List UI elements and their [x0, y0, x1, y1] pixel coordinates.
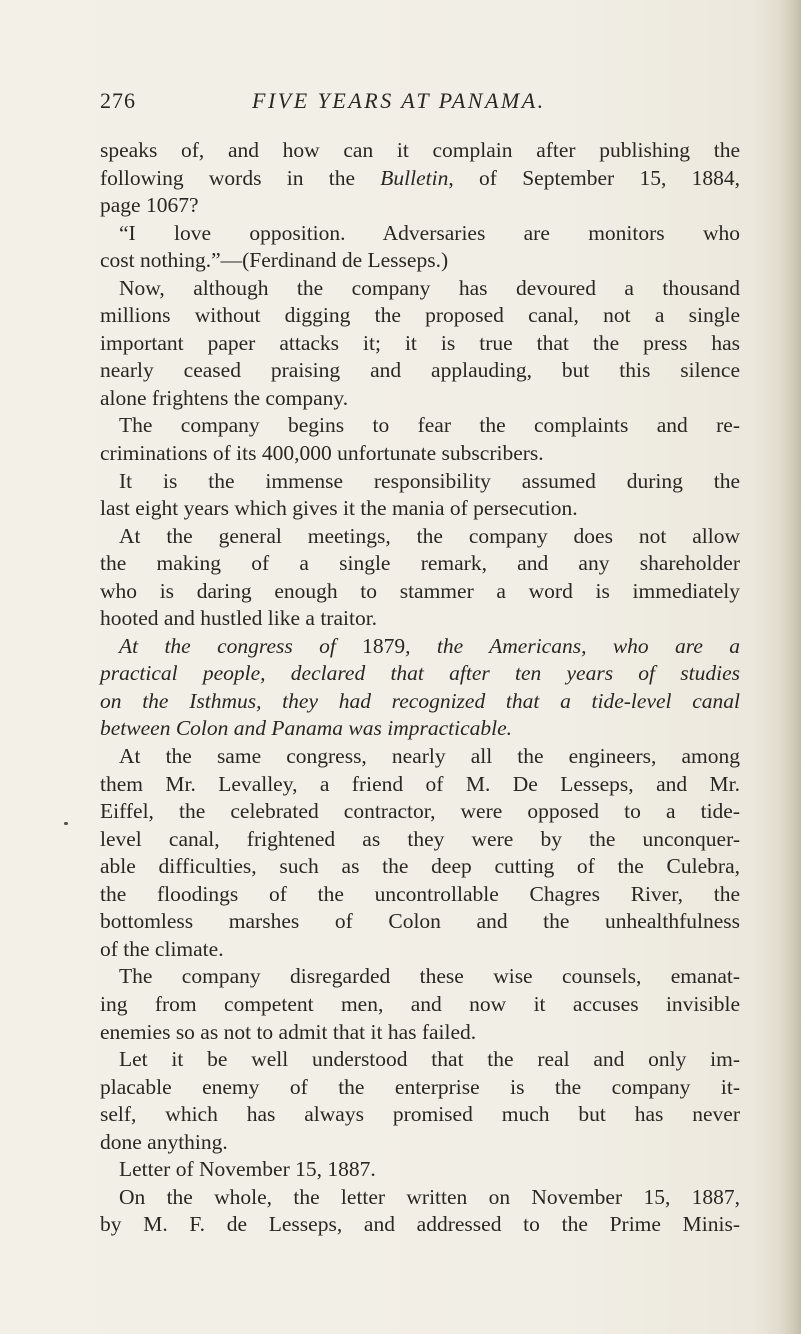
text-line: following words in the Bulletin, of September 15, 1884, — [100, 165, 740, 190]
text-line: It is the immense responsibility assumed during the — [119, 468, 740, 493]
margin-mark — [64, 822, 68, 825]
text-line: the floodings of the uncontrollable Chagres River, the — [100, 881, 740, 906]
text-line: on the Isthmus, they had recognized that a tide-level canal — [100, 688, 740, 713]
text-line: done anything. — [100, 1129, 228, 1154]
running-head — [100, 88, 740, 122]
text-line: able difficulties, such as the deep cutting of the Culebra, — [100, 854, 740, 879]
text-line: The company begins to fear the complaints and re- — [119, 413, 740, 438]
text-line: important paper attacks it; it is true that the press has — [100, 330, 740, 355]
text-line: alone frightens the company. — [100, 385, 349, 410]
text-line: On the whole, the letter written on November 15, 1887, — [119, 1184, 740, 1209]
text-line: millions without digging the proposed canal, not a single — [100, 303, 740, 328]
page-edge-shadow — [779, 0, 801, 1334]
text-line: last eight years which gives it the mania of persecution. — [100, 496, 578, 521]
text-line: criminations of its 400,000 unfortunate subscribers. — [100, 441, 544, 466]
text-line: hooted and hustled like a traitor. — [100, 606, 378, 631]
text-line: who is daring enough to stammer a word is immediately — [100, 578, 740, 603]
page-number: 276 — [100, 88, 136, 113]
text-line: At the congress of 1879, the Americans, who are a — [119, 633, 740, 658]
text-line: speaks of, and how can it complain after publishing the — [100, 138, 740, 162]
text-line: placable enemy of the enterprise is the company it- — [100, 1074, 740, 1099]
text-line: them Mr. Levalley, a friend of M. De Lesseps, and Mr. — [100, 771, 740, 796]
text-line: practical people, declared that after ten years of studies — [100, 661, 740, 686]
text-line: Let it be well understood that the real and only im- — [119, 1047, 740, 1072]
text-line: page 1067? — [100, 193, 199, 218]
text-line: At the general meetings, the company does not allow — [119, 523, 740, 548]
text-line: Now, although the company has devoured a thousand — [119, 275, 740, 300]
text-line: enemies so as not to admit that it has failed. — [100, 1019, 477, 1044]
text-line: “I love opposition. Adversaries are monitors who — [119, 220, 740, 245]
text-line: the making of a single remark, and any shareholder — [100, 551, 740, 576]
text-line: At the same congress, nearly all the engineers, among — [119, 744, 740, 769]
text-line: by M. F. de Lesseps, and addressed to the Prime Minis- — [100, 1212, 740, 1237]
text-line: Eiffel, the celebrated contractor, were opposed to a tide- — [100, 799, 740, 824]
text-line: of the climate. — [100, 936, 224, 961]
body-text — [100, 137, 740, 1239]
text-line: cost nothing.”—(Ferdinand de Lesseps.) — [100, 248, 449, 273]
running-title: FIVE YEARS AT PANAMA. — [252, 88, 546, 113]
text-line: The company disregarded these wise counsels, emanat- — [119, 964, 740, 989]
text-line: self, which has always promised much but has never — [100, 1102, 740, 1127]
text-line: Letter of November 15, 1887. — [119, 1157, 376, 1182]
text-line: between Colon and Panama was impracticable. — [100, 716, 513, 741]
text-line: level canal, frightened as they were by the unconquer- — [100, 826, 740, 851]
text-line: bottomless marshes of Colon and the unhealthfulness — [100, 909, 740, 934]
text-line: ing from competent men, and now it accuses invisible — [100, 991, 740, 1016]
text-line: nearly ceased praising and applauding, but this silence — [100, 358, 740, 383]
